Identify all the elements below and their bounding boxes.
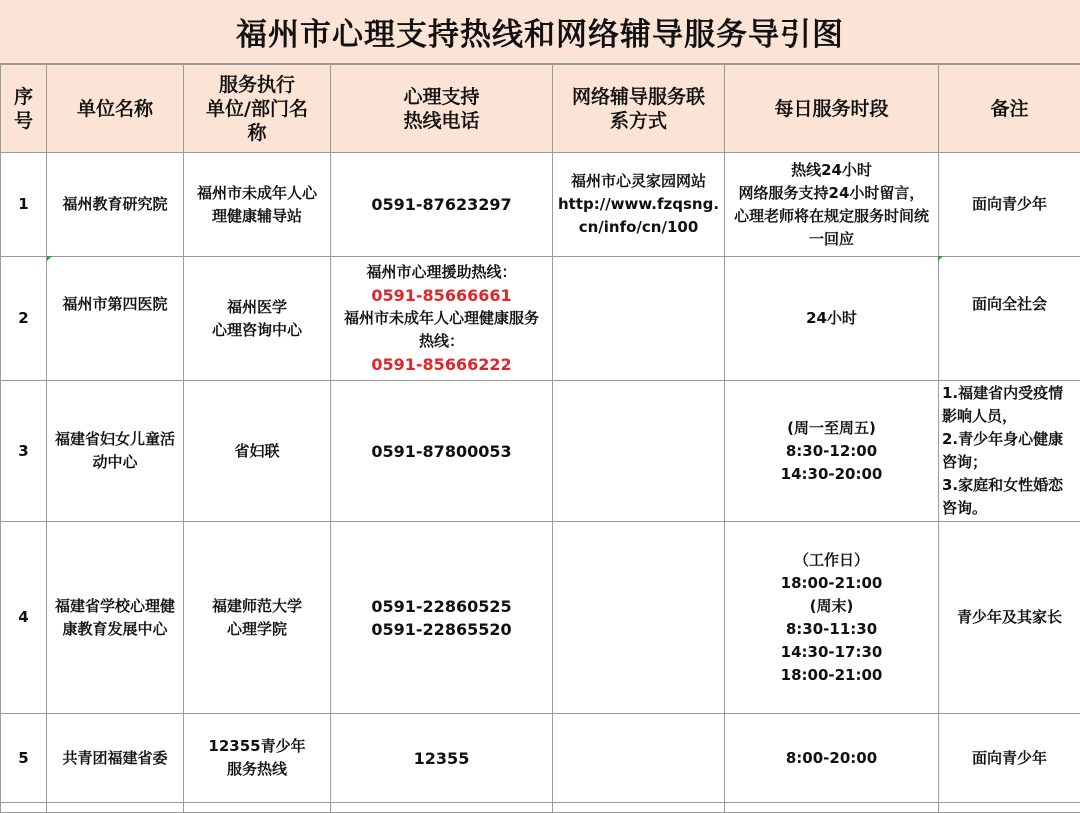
cell-unit: 福建省妇女儿童活 动中心 [47, 381, 184, 522]
cell-hotline [331, 257, 553, 381]
cell-hotline: 0591-87800053 [331, 381, 553, 522]
cell-note: 面向青少年 [939, 714, 1080, 803]
table-row [1, 153, 1080, 257]
cell-hours: （工作日） 18:00-21:00 (周末) 8:30-11:30 14:30-17:30 18:00-21:00 [725, 522, 939, 714]
cell-online [553, 714, 725, 803]
cell-dept: 12355青少年 服务热线 [184, 714, 331, 803]
cell-seq: 2 [1, 257, 47, 381]
table-row [1, 381, 1080, 522]
cell-online: 福州市心灵家园网站 http://www.fzqsng. cn/info/cn/100 [553, 153, 725, 257]
cell-note: 青少年及其家长 [939, 522, 1080, 714]
header-hotline: 心理支持 热线电话 [331, 65, 553, 153]
cell-seq: 4 [1, 522, 47, 714]
hotline-number: 0591-85666661 [333, 284, 550, 307]
hotline-number: 0591-85666222 [333, 353, 550, 376]
service-table [0, 64, 1080, 813]
cell-hours: 24小时 [725, 257, 939, 381]
cell-online [553, 257, 725, 381]
cell-note: 1.福建省内受疫情 影响人员， 2.青少年身心健康 咨询； 3.家庭和女性婚恋 咨询。 [939, 381, 1080, 522]
hotline-label: 福州市未成年人心理健康服务 [333, 307, 550, 330]
header-row [1, 65, 1080, 153]
header-dept: 服务执行 单位/部门名 称 [184, 65, 331, 153]
cell-note: 面向全社会 [939, 257, 1080, 381]
cell-hotline: 0591-87623297 [331, 153, 553, 257]
cell-online [553, 381, 725, 522]
header-hours: 每日服务时段 [725, 65, 939, 153]
header-unit: 单位名称 [47, 65, 184, 153]
cell-hotline: 12355 [331, 714, 553, 803]
header-note: 备注 [939, 65, 1080, 153]
cell-dept: 福州市未成年人心 理健康辅导站 [184, 153, 331, 257]
page-title: 福州市心理支持热线和网络辅导服务导引图 [0, 0, 1080, 64]
cell-unit: 福州市第四医院 [47, 257, 184, 381]
cell-seq: 3 [1, 381, 47, 522]
cell-dept: 福州医学 心理咨询中心 [184, 257, 331, 381]
cell-comment-marker [938, 256, 943, 261]
hotline-label: 福州市心理援助热线： [333, 261, 550, 284]
hotline-label: 热线： [333, 330, 550, 353]
table-row [1, 522, 1080, 714]
table-row [1, 714, 1080, 803]
header-online: 网络辅导服务联 系方式 [553, 65, 725, 153]
table-row-partial [1, 803, 1080, 813]
cell-online [553, 522, 725, 714]
cell-seq: 5 [1, 714, 47, 803]
cell-comment-marker [47, 256, 52, 261]
header-seq: 序 号 [1, 65, 47, 153]
cell-seq: 1 [1, 153, 47, 257]
cell-dept: 省妇联 [184, 381, 331, 522]
cell-hotline: 0591-22860525 0591-22865520 [331, 522, 553, 714]
cell-unit: 福州教育研究院 [47, 153, 184, 257]
cell-hours: 热线24小时 网络服务支持24小时留言， 心理老师将在规定服务时间统 一回应 [725, 153, 939, 257]
cell-hours: 8:00-20:00 [725, 714, 939, 803]
cell-unit: 共青团福建省委 [47, 714, 184, 803]
cell-note: 面向青少年 [939, 153, 1080, 257]
cell-unit: 福建省学校心理健 康教育发展中心 [47, 522, 184, 714]
cell-dept: 福建师范大学 心理学院 [184, 522, 331, 714]
table-row [1, 257, 1080, 381]
cell-hours: (周一至周五) 8:30-12:00 14:30-20:00 [725, 381, 939, 522]
